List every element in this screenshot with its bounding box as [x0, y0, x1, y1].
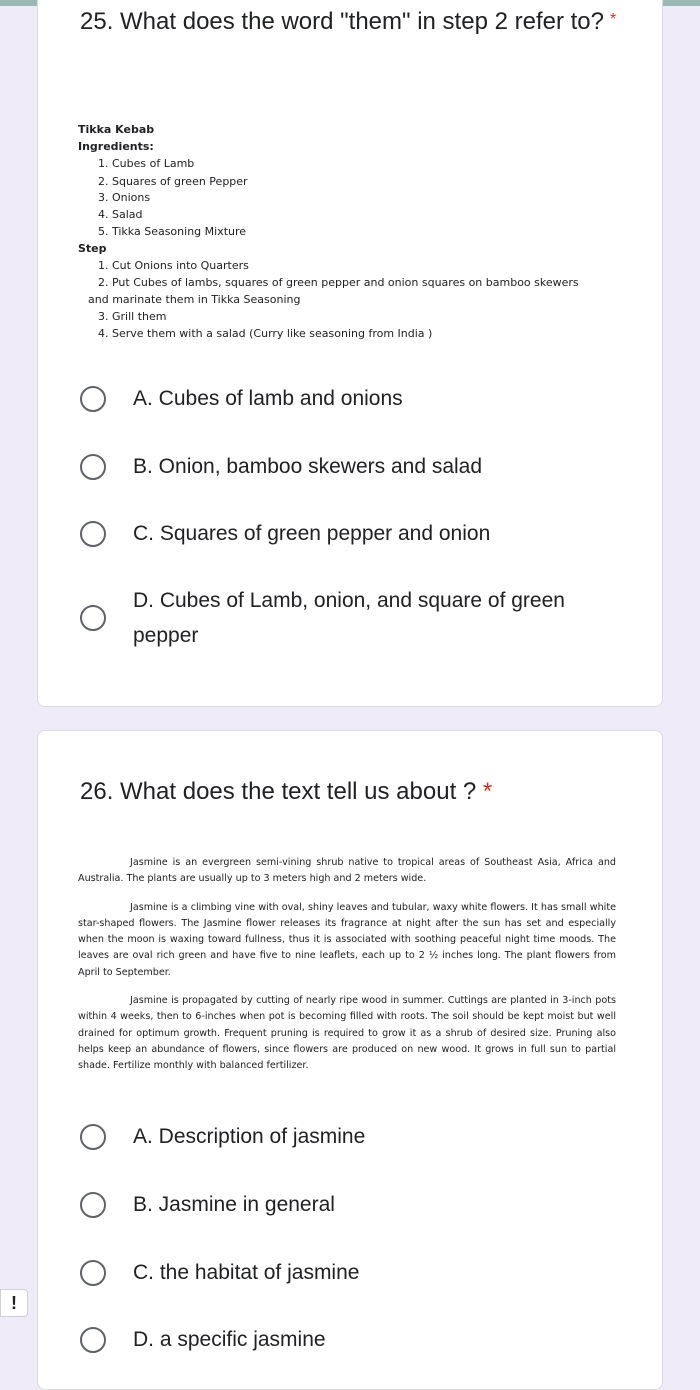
step-item: 2. Put Cubes of lambs, squares of green pepper and onion squares on bamboo skewers	[98, 276, 579, 289]
option-label[interactable]: C. Squares of green pepper and onion	[133, 522, 491, 545]
option-label[interactable]: D. a specific jasmine	[133, 1328, 326, 1351]
option-label[interactable]: C. the habitat of jasmine	[133, 1261, 360, 1284]
ingredient-item: 5. Tikka Seasoning Mixture	[98, 225, 247, 238]
question-title-text: 26. What does the text tell us about ?	[80, 778, 477, 805]
option-label[interactable]: D. Cubes of Lamb, onion, and square of green pepper	[133, 589, 565, 647]
step-item: 3. Grill them	[98, 310, 167, 323]
radio-button[interactable]	[80, 1260, 106, 1286]
question-card-25	[37, 0, 663, 707]
step-heading: Step	[78, 242, 107, 255]
passage-paragraph: Jasmine is an evergreen semi-vining shrub native to tropical areas of Southeast Asia, Africa and Australia. The plants are usually up to 3 meters high and 2 meters wide.	[78, 857, 616, 885]
ingredient-item: 1. Cubes of Lamb	[98, 157, 195, 170]
question-title-text: 25. What does the word "them" in step 2 refer to?	[80, 8, 604, 35]
question-title	[80, 773, 620, 810]
radio-button[interactable]	[80, 386, 106, 412]
ingredient-item: 3. Onions	[98, 191, 151, 204]
required-asterisk: *	[482, 778, 493, 805]
ingredient-item: 4. Salad	[98, 208, 143, 221]
question-title	[80, 3, 620, 40]
radio-button[interactable]	[80, 1124, 106, 1150]
step-item: 4. Serve them with a salad (Curry like seasoning from India )	[98, 327, 433, 340]
passage-paragraph: Jasmine is a climbing vine with oval, shiny leaves and tubular, waxy white flowers. It has small white star-shaped flowers. The Jasmine flower releases its fragrance at night after the sun has set and especially when the moon is waxing toward fullness, thus it is associated with soothing peaceful night time moods. The leaves are oval rich green and have five to nine leaflets, each up to 2 ½ inches long. The plant flowers from April to September.	[78, 901, 616, 978]
radio-button[interactable]	[80, 605, 106, 631]
option-label[interactable]: B. Onion, bamboo skewers and salad	[133, 455, 483, 478]
step-item: 1. Cut Onions into Quarters	[98, 259, 249, 272]
ingredient-item: 2. Squares of green Pepper	[98, 175, 248, 188]
passage-image	[78, 855, 616, 1087]
report-issue-button[interactable]: !	[0, 1289, 28, 1317]
ingredients-heading: Ingredients:	[78, 140, 154, 153]
step-item-continued: and marinate them in Tikka Seasoning	[88, 293, 301, 306]
radio-button[interactable]	[80, 521, 106, 547]
radio-button[interactable]	[80, 454, 106, 480]
required-asterisk: *	[610, 11, 617, 28]
passage-paragraph: Jasmine is propagated by cutting of nearly ripe wood in summer. Cuttings are planted in 3-inch pots within 4 weeks, then to 6-inches when pot is becoming filled with roots. The soil should be kept moist but well drained for optimum growth. Frequent pruning is required to grow it as a shrub of desired size. Pruning also helps keep an abundance of flowers, since flowers are produced on new wood. It grows in full sun to partial shade. Fertilize monthly with balanced fertilizer.	[78, 995, 616, 1072]
recipe-title: Tikka Kebab	[78, 123, 155, 136]
option-label[interactable]: B. Jasmine in general	[133, 1193, 335, 1216]
option-label[interactable]: A. Description of jasmine	[133, 1125, 366, 1148]
radio-button[interactable]	[80, 1192, 106, 1218]
option-label[interactable]: A. Cubes of lamb and onions	[133, 387, 403, 410]
radio-button[interactable]	[80, 1327, 106, 1353]
question-card-26	[37, 730, 663, 1390]
